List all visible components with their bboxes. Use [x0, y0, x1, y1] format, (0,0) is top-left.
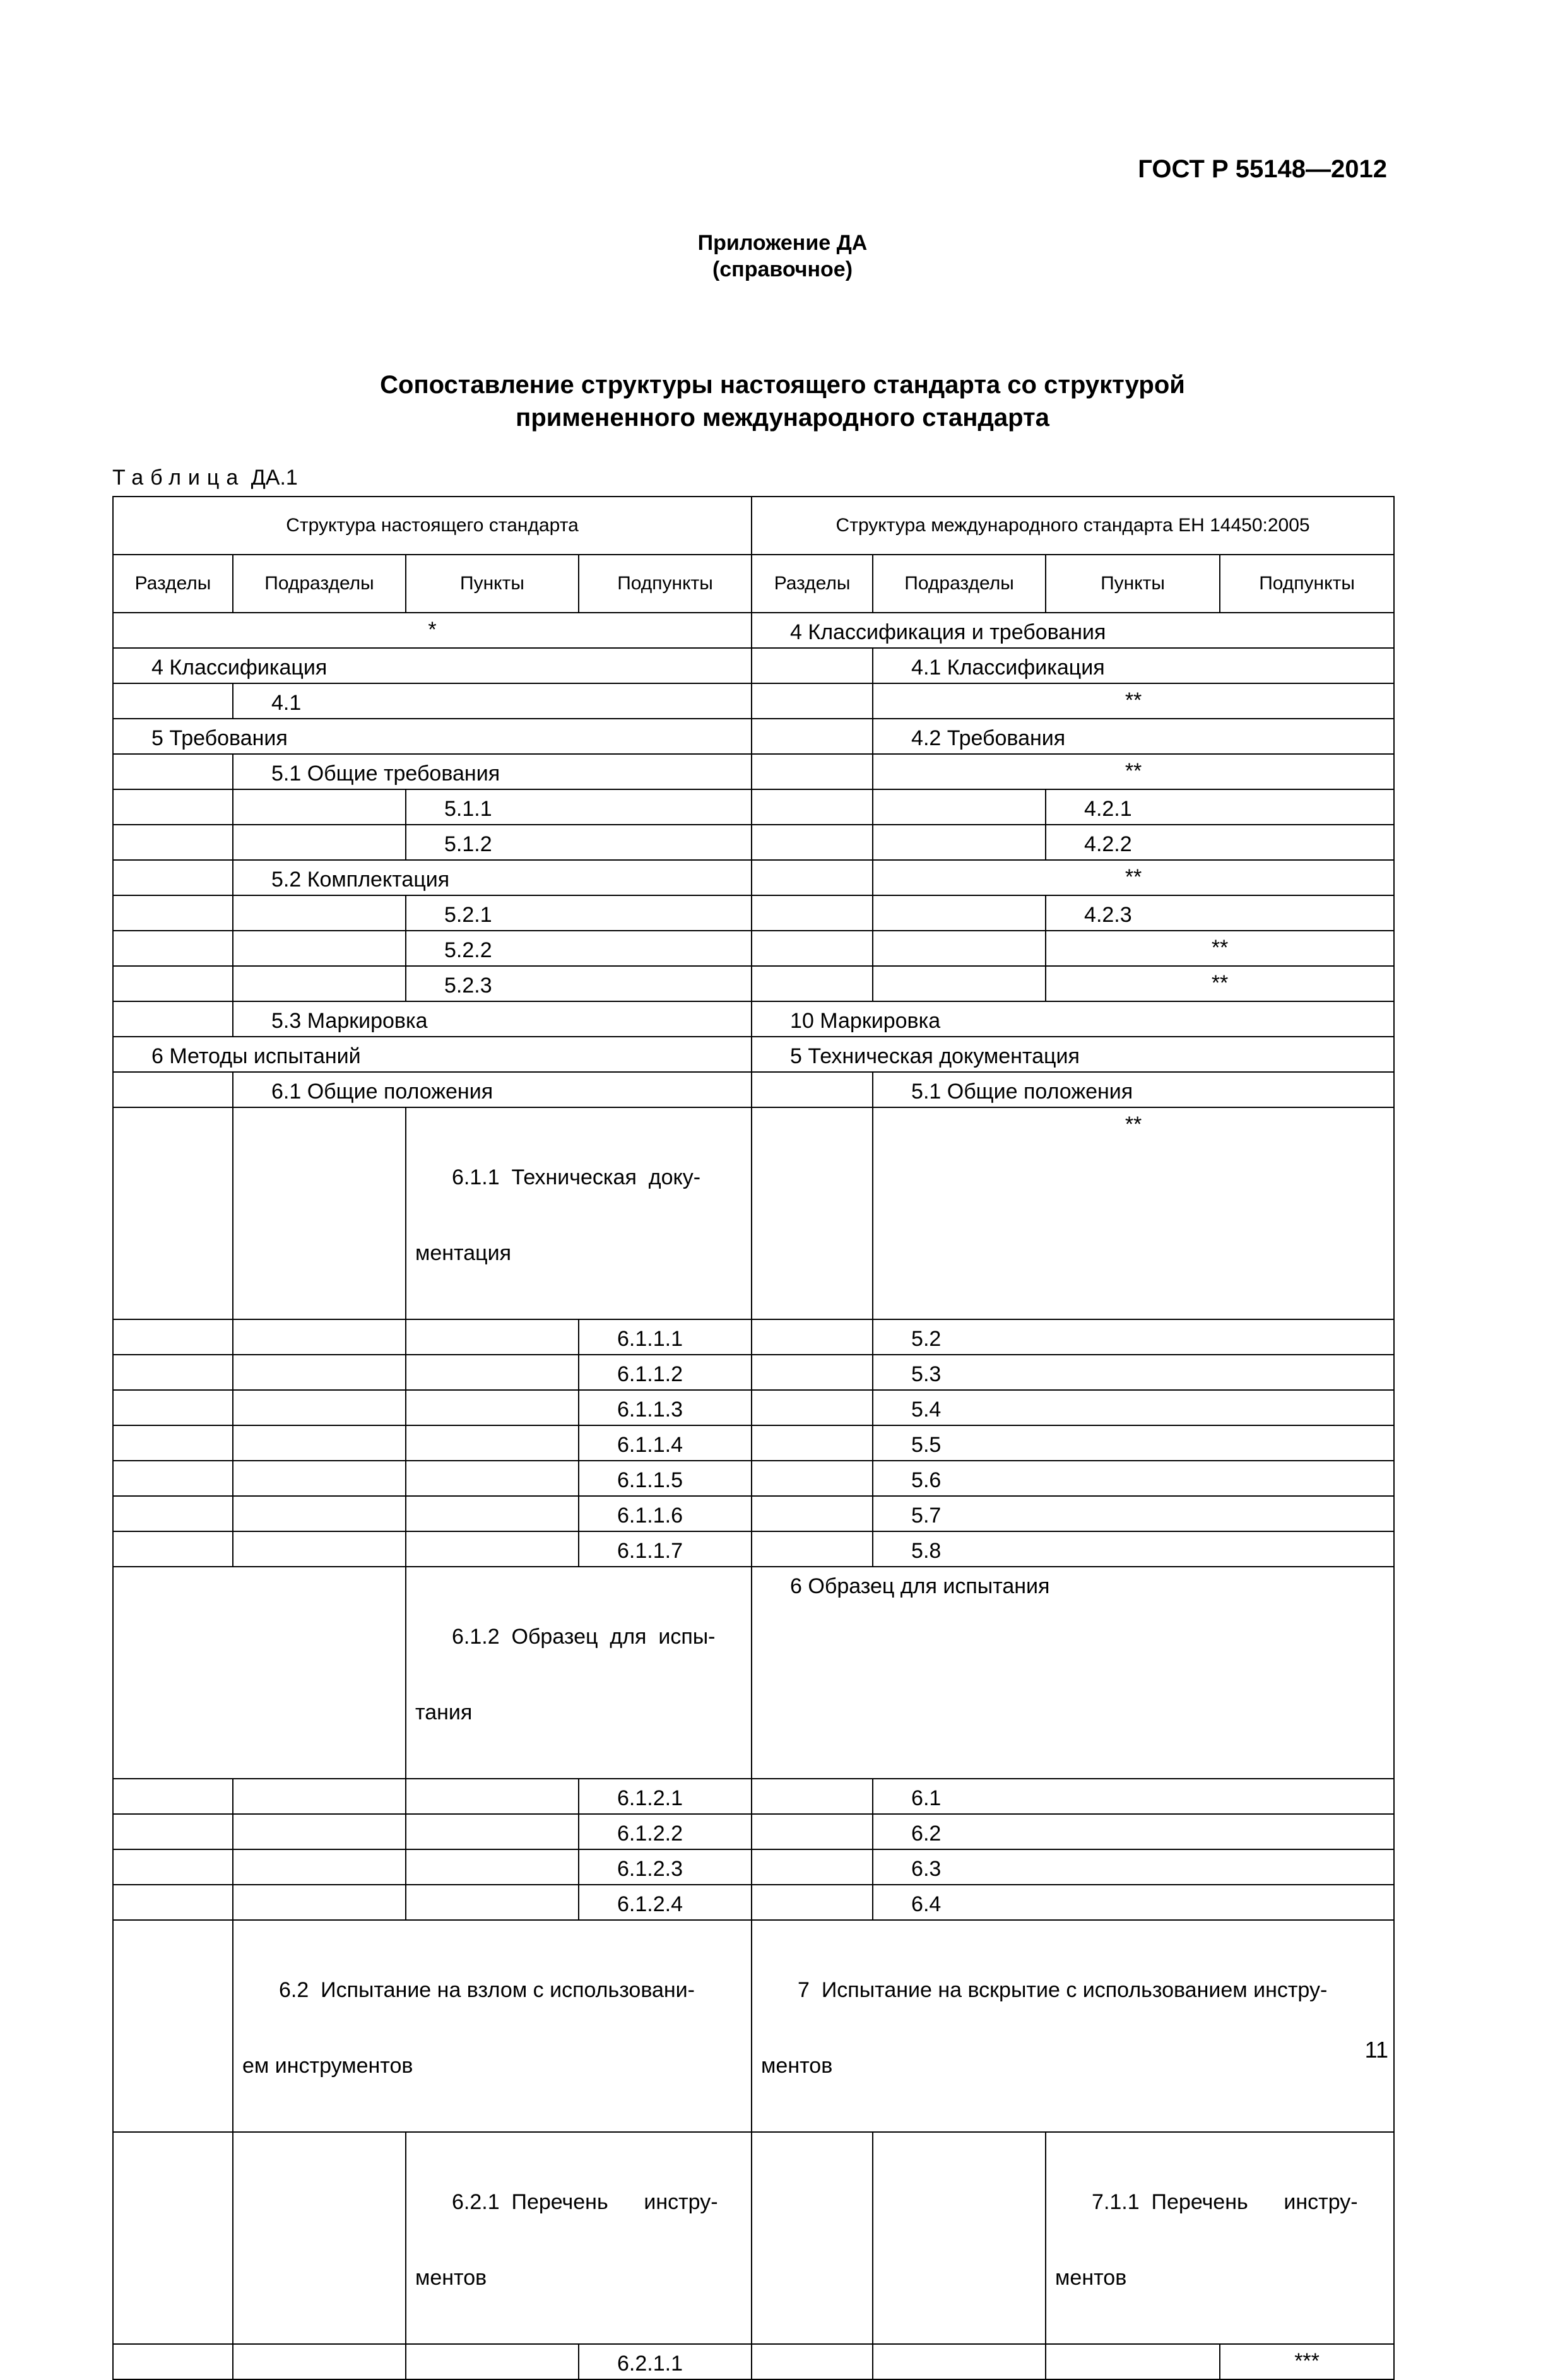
table-cell [233, 1461, 406, 1496]
table-cell: 4.2 Требования [873, 719, 1394, 754]
table-cell [406, 1319, 579, 1355]
table-cell [233, 2344, 406, 2379]
table-cell [752, 825, 873, 860]
table-cell: 5.1 Общие требования [233, 754, 752, 789]
table-cell [406, 1107, 752, 1319]
table-cell: 6.1.1.2 [579, 1355, 752, 1390]
table-cell [113, 1920, 233, 2132]
table-cell [752, 683, 873, 719]
table-cell: 6 Образец для испытания [752, 1567, 1394, 1779]
table-cell [233, 1779, 406, 1814]
table-cell: 6.4 [873, 1885, 1394, 1920]
table-row [113, 1849, 1394, 1885]
table-cell [113, 931, 233, 966]
table-row [113, 966, 1394, 1001]
table-cell [233, 2132, 406, 2344]
table-row [113, 1001, 1394, 1037]
table-cell [873, 789, 1046, 825]
table-row [113, 1531, 1394, 1567]
table-cell [113, 860, 233, 895]
table-cell [1046, 2132, 1394, 2344]
table-cell: ** [873, 860, 1394, 895]
table-cell: 6.1.1.1 [579, 1319, 752, 1355]
table-cell [113, 1567, 406, 1779]
table-cell [113, 1319, 233, 1355]
table-cell: 5 Техническая документация [752, 1037, 1394, 1072]
table-cell [113, 1849, 233, 1885]
table-cell [873, 931, 1046, 966]
table-row [113, 613, 1394, 648]
table-cell: ** [873, 683, 1394, 719]
table-row [113, 789, 1394, 825]
table-cell: *** [1220, 2344, 1394, 2379]
column-header: Подпункты [1220, 555, 1394, 613]
table-cell [233, 1390, 406, 1425]
table-cell: 5.8 [873, 1531, 1394, 1567]
table-cell [752, 1779, 873, 1814]
table-cell [406, 2344, 579, 2379]
table-cell: 5.4 [873, 1390, 1394, 1425]
table-cell: 6.1 Общие положения [233, 1072, 752, 1107]
table-row [113, 719, 1394, 754]
table-cell [233, 1425, 406, 1461]
table-cell [113, 895, 233, 931]
table-cell [113, 1355, 233, 1390]
table-cell [752, 1425, 873, 1461]
table-cell [873, 2344, 1046, 2379]
table-cell [113, 2344, 233, 2379]
table-cell: * [113, 613, 752, 648]
document-title [0, 368, 1565, 434]
table-label [112, 466, 298, 490]
table-cell: 5.6 [873, 1461, 1394, 1496]
table-label-id: ДА.1 [251, 466, 298, 490]
table-cell [873, 2132, 1046, 2344]
table-row [113, 1072, 1394, 1107]
table-cell: ** [873, 754, 1394, 789]
table-cell: 5.1.1 [406, 789, 752, 825]
table-row [113, 1885, 1394, 1920]
column-header: Разделы [113, 555, 233, 613]
table-cell: 4.2.3 [1046, 895, 1394, 931]
table-cell [113, 825, 233, 860]
table-cell [752, 1072, 873, 1107]
table-cell [233, 1496, 406, 1531]
table-row [113, 1920, 1394, 2132]
table-cell [752, 1849, 873, 1885]
cell-line: ментация [415, 1241, 512, 1265]
table-cell [406, 1425, 579, 1461]
table-cell: 4.2.1 [1046, 789, 1394, 825]
cell-line: 6.1.2 Образец для испы- [452, 1625, 716, 1649]
cell-line: ем инструментов [242, 2054, 413, 2078]
cell-line: ментов [415, 2266, 487, 2290]
table-cell: 6.1 [873, 1779, 1394, 1814]
table-cell: 4 Классификация [113, 648, 752, 683]
table-cell [406, 1461, 579, 1496]
table-cell [233, 825, 406, 860]
table-cell: 6.1.1.4 [579, 1425, 752, 1461]
table-cell: 5.2 Комплектация [233, 860, 752, 895]
table-cell: 5 Требования [113, 719, 752, 754]
table-cell [406, 1885, 579, 1920]
document-code: ГОСТ Р 55148—2012 [1138, 155, 1387, 183]
table-cell: 5.1.2 [406, 825, 752, 860]
cell-line: 7 Испытание на вскрытие с использованием инстру- [798, 1978, 1328, 2002]
table-cell [752, 1920, 1394, 2132]
table-cell [752, 1107, 873, 1319]
table-cell [233, 1814, 406, 1849]
cell-line: 7.1.1 Перечень инстру- [1092, 2190, 1358, 2214]
table-cell [233, 966, 406, 1001]
table-cell [406, 1390, 579, 1425]
table-cell: 5.2.3 [406, 966, 752, 1001]
table-cell: 5.5 [873, 1425, 1394, 1461]
table-cell: 6.1.1.7 [579, 1531, 752, 1567]
table-label-word: Таблица [112, 466, 245, 490]
table-row [113, 825, 1394, 860]
cell-line: ментов [761, 2054, 833, 2078]
table-cell: 6.2 [873, 1814, 1394, 1849]
table-cell: 6.3 [873, 1849, 1394, 1885]
table-row [113, 895, 1394, 931]
table-cell [113, 1885, 233, 1920]
table-column-header-row [113, 555, 1394, 613]
table-cell [873, 966, 1046, 1001]
table-cell: ** [1046, 931, 1394, 966]
table-cell [752, 2132, 873, 2344]
table-cell [406, 1779, 579, 1814]
cell-line: 6.1.1 Техническая доку- [452, 1165, 701, 1189]
page-number: 11 [1364, 2037, 1388, 2063]
table-cell [752, 719, 873, 754]
table-cell [752, 895, 873, 931]
table-cell [113, 1390, 233, 1425]
column-header: Пункты [406, 555, 579, 613]
table-cell [406, 1814, 579, 1849]
column-header: Подпункты [579, 555, 752, 613]
table-cell: 6 Методы испытаний [113, 1037, 752, 1072]
table-cell: 4.1 [233, 683, 752, 719]
table-cell: 4.1 Классификация [873, 648, 1394, 683]
table-cell: 6.1.1.5 [579, 1461, 752, 1496]
table-cell: 5.3 Маркировка [233, 1001, 752, 1037]
table-row [113, 1461, 1394, 1496]
table-row [113, 1319, 1394, 1355]
table-cell [752, 1531, 873, 1567]
table-row [113, 1355, 1394, 1390]
table-cell [406, 1849, 579, 1885]
table-cell: 6.1.2.2 [579, 1814, 752, 1849]
table-cell [113, 1814, 233, 1849]
table-cell [113, 2132, 233, 2344]
table-cell [752, 931, 873, 966]
table-cell [233, 1531, 406, 1567]
table-cell: 4.2.2 [1046, 825, 1394, 860]
table-cell: 5.3 [873, 1355, 1394, 1390]
table-row [113, 648, 1394, 683]
table-row [113, 1425, 1394, 1461]
table-cell [752, 1814, 873, 1849]
table-cell [113, 1107, 233, 1319]
column-header: Пункты [1046, 555, 1220, 613]
table-cell: 6.1.2.1 [579, 1779, 752, 1814]
table-cell [752, 1355, 873, 1390]
table-row [113, 1814, 1394, 1849]
table-cell [406, 1531, 579, 1567]
table-cell [406, 1567, 752, 1779]
table-cell [752, 754, 873, 789]
table-cell [233, 1319, 406, 1355]
table-row [113, 2344, 1394, 2379]
table-cell [752, 966, 873, 1001]
table-cell [113, 1072, 233, 1107]
table-cell: 5.2.1 [406, 895, 752, 931]
appendix-type: (справочное) [712, 257, 853, 281]
appendix-title: Приложение ДА [697, 231, 868, 255]
table-cell [752, 1885, 873, 1920]
table-cell: 5.2 [873, 1319, 1394, 1355]
table-cell: ** [1046, 966, 1394, 1001]
table-cell [113, 1779, 233, 1814]
table-cell: 10 Маркировка [752, 1001, 1394, 1037]
table-cell [113, 1425, 233, 1461]
table-cell: 6.1.2.4 [579, 1885, 752, 1920]
table-cell [113, 966, 233, 1001]
table-cell [113, 1001, 233, 1037]
table-cell [873, 895, 1046, 931]
title-line-1: Сопоставление структуры настоящего стандарта со структурой [380, 371, 1185, 399]
table-cell: 5.7 [873, 1496, 1394, 1531]
appendix-heading [0, 230, 1565, 283]
cell-line: 6.2.1 Перечень инстру- [452, 2190, 718, 2214]
table-row [113, 931, 1394, 966]
table-cell: 6.1.1.3 [579, 1390, 752, 1425]
table-cell [752, 1319, 873, 1355]
table-row [113, 1779, 1394, 1814]
table-cell [752, 1390, 873, 1425]
table-cell [406, 2132, 752, 2344]
table-cell [752, 860, 873, 895]
table-cell [113, 1531, 233, 1567]
cell-line: тания [415, 1700, 473, 1724]
table-cell: 6.1.2.3 [579, 1849, 752, 1885]
table-cell [113, 683, 233, 719]
table-cell [752, 1496, 873, 1531]
table-cell [752, 2344, 873, 2379]
title-line-2: примененного международного стандарта [516, 404, 1049, 432]
table-group-header-row [113, 497, 1394, 555]
column-header: Разделы [752, 555, 873, 613]
table-cell [1046, 2344, 1220, 2379]
table-cell [233, 1920, 752, 2132]
table-cell: 6.2.1.1 [579, 2344, 752, 2379]
table-cell [233, 895, 406, 931]
table-cell [233, 789, 406, 825]
table-row [113, 1107, 1394, 1319]
table-row [113, 1496, 1394, 1531]
table-cell [233, 1885, 406, 1920]
table-cell [406, 1355, 579, 1390]
table-cell: 6.1.1.6 [579, 1496, 752, 1531]
column-header: Подразделы [233, 555, 406, 613]
table-cell [233, 931, 406, 966]
column-header: Подразделы [873, 555, 1046, 613]
table-cell [233, 1107, 406, 1319]
table-cell [113, 1461, 233, 1496]
table-cell: 5.2.2 [406, 931, 752, 966]
table-row [113, 754, 1394, 789]
table-row [113, 860, 1394, 895]
table-row [113, 1037, 1394, 1072]
table-cell [233, 1355, 406, 1390]
table-cell [752, 648, 873, 683]
table-cell [233, 1849, 406, 1885]
cell-line: 6.2 Испытание на взлом с использовани- [279, 1978, 695, 2002]
table-row [113, 683, 1394, 719]
table-cell [113, 1496, 233, 1531]
table-cell: 4 Классификация и требования [752, 613, 1394, 648]
table-cell: 5.1 Общие положения [873, 1072, 1394, 1107]
group-header-international: Структура международного стандарта ЕН 14450:2005 [752, 497, 1394, 555]
table-cell [752, 789, 873, 825]
table-cell [406, 1496, 579, 1531]
table-row [113, 1390, 1394, 1425]
table-cell [873, 825, 1046, 860]
table-row [113, 2132, 1394, 2344]
group-header-national: Структура настоящего стандарта [113, 497, 752, 555]
table-cell: ** [873, 1107, 1394, 1319]
structure-comparison-table [112, 496, 1395, 2380]
cell-line: ментов [1055, 2266, 1127, 2290]
table-cell [113, 754, 233, 789]
table-row [113, 1567, 1394, 1779]
table-cell [113, 789, 233, 825]
table-cell [752, 1461, 873, 1496]
